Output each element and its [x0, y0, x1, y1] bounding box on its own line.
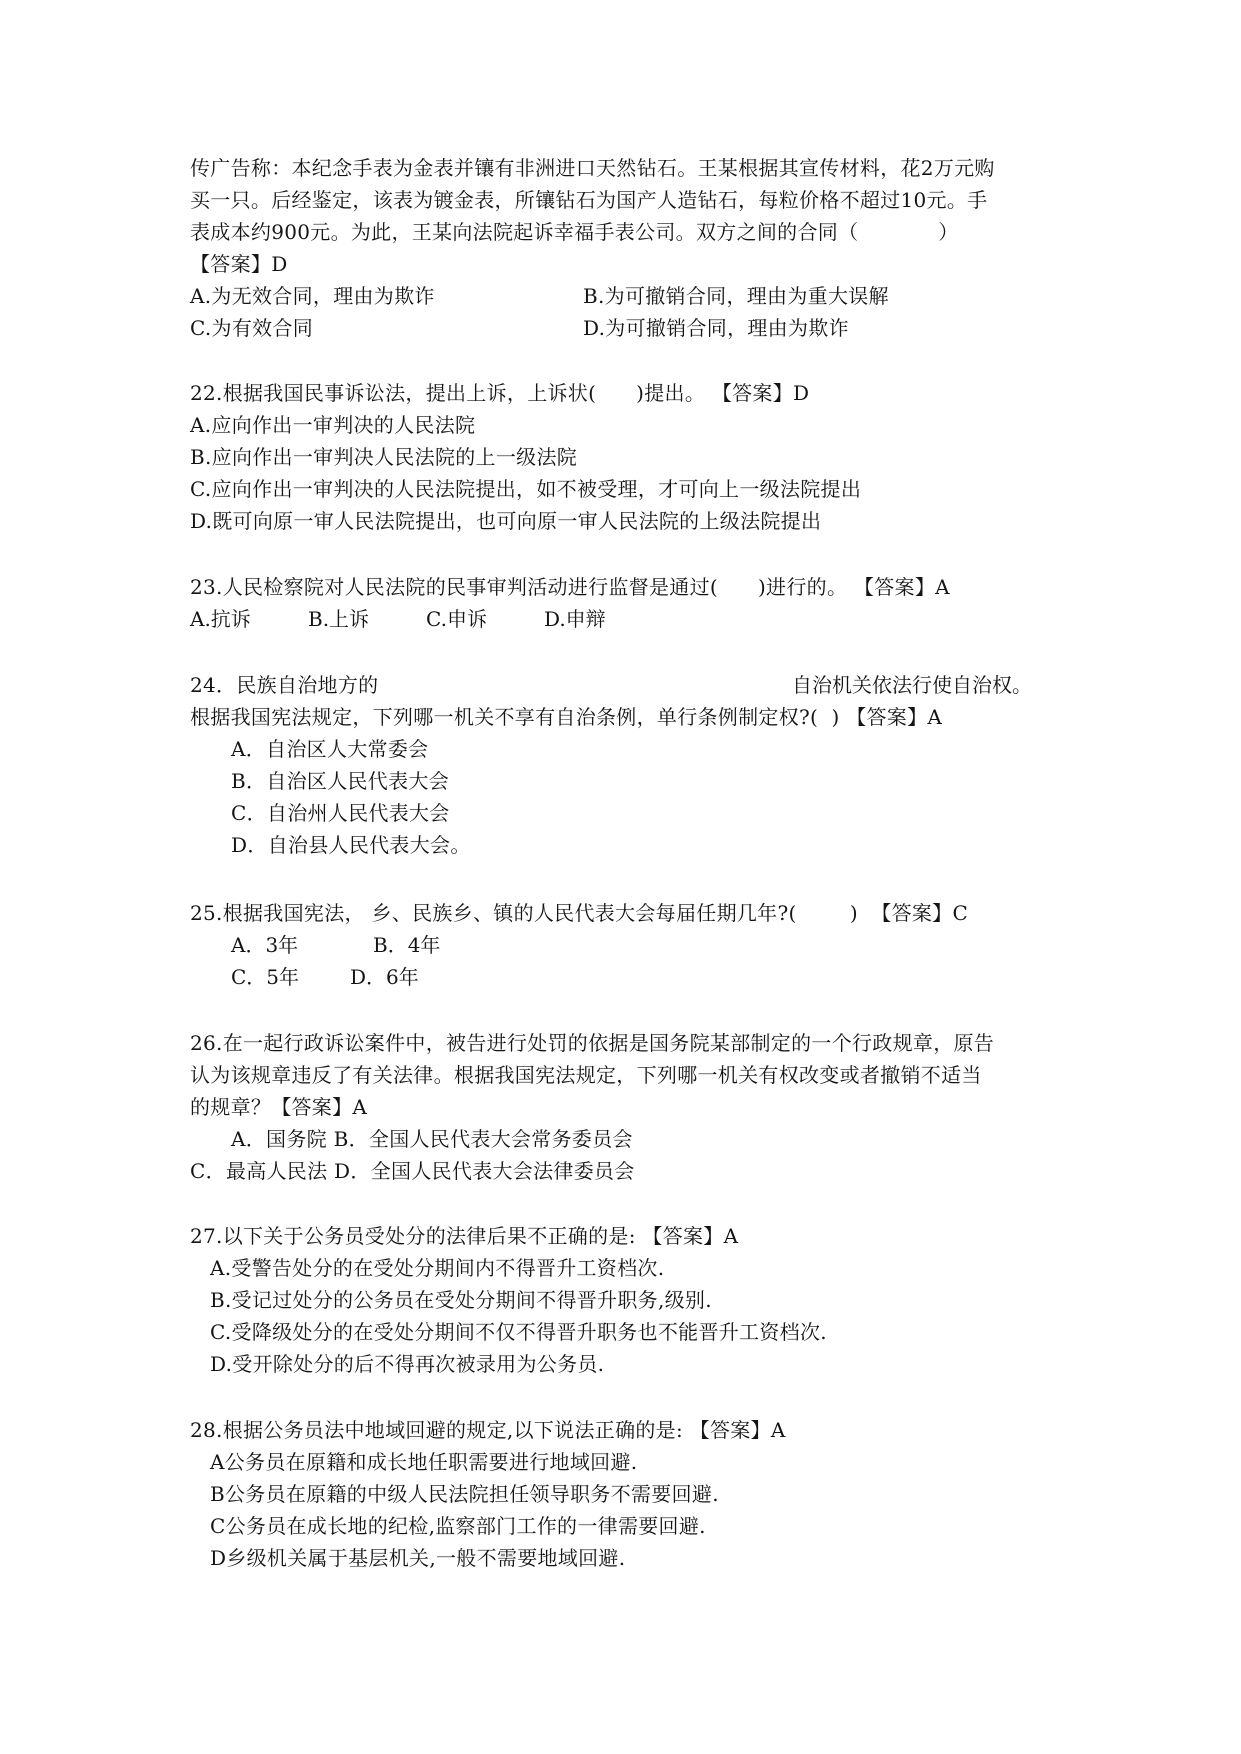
q26-options-line-1: A．国务院 B．全国人民代表大会常务委员会: [231, 1127, 633, 1151]
q24-option-a: A．自治区人大常委会: [231, 737, 429, 761]
q21-option-c: C.为有效合同: [190, 316, 314, 340]
q21-answer: 【答案】D: [190, 252, 288, 276]
q24-option-b: B．自治区人民代表大会: [231, 769, 449, 793]
q24-stem-left: 24．民族自治地方的: [190, 673, 379, 697]
q25-option-a: A．3年: [231, 933, 299, 957]
q27-option-b: B.受记过处分的公务员在受处分期间不得晋升职务,级别.: [210, 1288, 712, 1312]
q22-option-b: B.应向作出一审判决人民法院的上一级法院: [190, 445, 578, 469]
q21-stem-line-1: 传广告称：本纪念手表为金表并镶有非洲进口天然钻石。王某根据其宣传材料，花2万元购: [190, 156, 995, 180]
q28-option-d: D乡级机关属于基层机关,一般不需要地域回避.: [210, 1546, 626, 1570]
q21-option-b: B.为可撤销合同，理由为重大误解: [583, 284, 889, 308]
q28-option-a: A公务员在原籍和成长地任职需要进行地域回避.: [210, 1450, 638, 1474]
q26-stem-line-1: 26.在一起行政诉讼案件中，被告进行处罚的依据是国务院某部制定的一个行政规章，原告: [190, 1031, 995, 1055]
q24-stem-right: 自治机关依法行使自治权。: [792, 673, 1032, 697]
q26-stem-line-2: 认为该规章违反了有关法律。根据我国宪法规定，下列哪一机关有权改变或者撤销不适当: [190, 1063, 982, 1087]
q21-option-a: A.为无效合同，理由为欺诈: [190, 284, 435, 308]
q27-stem: 27.以下关于公务员受处分的法律后果不正确的是: 【答案】A: [190, 1224, 739, 1248]
q27-option-d: D.受开除处分的后不得再次被录用为公务员.: [210, 1352, 605, 1376]
q26-options-line-2: C．最高人民法 D．全国人民代表大会法律委员会: [190, 1159, 635, 1183]
q23-option-c: C.申诉: [426, 607, 487, 631]
q28-option-c: C公务员在成长地的纪检,监察部门工作的一律需要回避.: [210, 1514, 706, 1538]
q23-option-b: B.上诉: [308, 607, 370, 631]
q21-stem-line-2: 买一只。后经鉴定，该表为镀金表，所镶钻石为国产人造钻石，每粒价格不超过10元。手: [190, 188, 988, 212]
q22-option-a: A.应向作出一审判决的人民法院: [190, 413, 476, 437]
q25-option-d: D．6年: [350, 965, 419, 989]
q28-stem: 28.根据公务员法中地域回避的规定,以下说法正确的是: 【答案】A: [190, 1418, 786, 1442]
q22-stem: 22.根据我国民事诉讼法，提出上诉，上诉状( )提出。 【答案】D: [190, 381, 810, 405]
q25-option-c: C．5年: [231, 965, 300, 989]
q24-option-d: D．自治县人民代表大会。: [231, 833, 471, 857]
q24-stem-line-2: 根据我国宪法规定，下列哪一机关不享有自治条例，单行条例制定权?( ) 【答案】A: [190, 705, 943, 729]
q21-stem-line-3: 表成本约900元。为此，王某向法院起诉幸福手表公司。双方之间的合同（ ）: [190, 220, 959, 244]
q27-option-c: C.受降级处分的在受处分期间不仅不得晋升职务也不能晋升工资档次.: [210, 1320, 827, 1344]
q28-option-b: B公务员在原籍的中级人民法院担任领导职务不需要回避.: [210, 1482, 719, 1506]
q23-option-a: A.抗诉: [190, 607, 251, 631]
q22-option-d: D.既可向原一审人民法院提出，也可向原一审人民法院的上级法院提出: [190, 509, 822, 533]
q26-stem-line-3: 的规章？【答案】A: [190, 1095, 368, 1119]
q22-option-c: C.应向作出一审判决的人民法院提出，如不被受理，才可向上一级法院提出: [190, 477, 862, 501]
q21-option-d: D.为可撤销合同，理由为欺诈: [583, 316, 849, 340]
q23-option-d: D.申辩: [544, 607, 606, 631]
q23-stem: 23.人民检察院对人民法院的民事审判活动进行监督是通过( )进行的。 【答案】A: [190, 575, 950, 599]
q27-option-a: A.受警告处分的在受处分期间内不得晋升工资档次.: [210, 1256, 665, 1280]
q24-option-c: C．自治州人民代表大会: [231, 801, 450, 825]
q25-stem: 25.根据我国宪法， 乡、民族乡、镇的人民代表大会每届任期几年?( ) 【答案】C: [190, 901, 969, 925]
q25-option-b: B．4年: [373, 933, 441, 957]
